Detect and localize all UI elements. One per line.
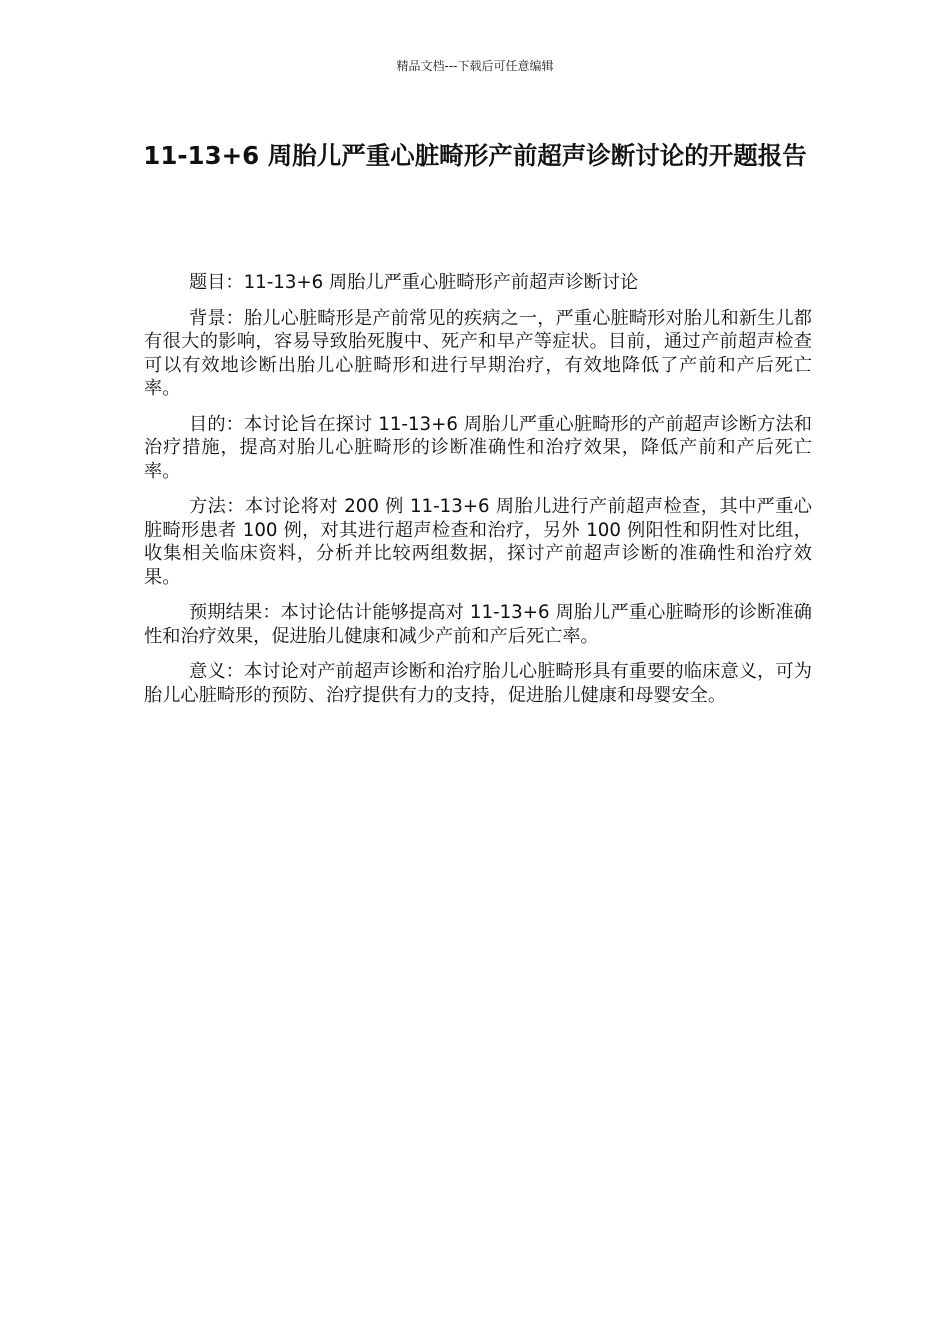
paragraph-expected-results: 预期结果：本讨论估计能够提高对 11-13+6 周胎儿严重心脏畸形的诊断准确性和治疗效果，促进胎儿健康和减少产前和产后死亡率。 <box>144 602 812 647</box>
paragraph-method: 方法：本讨论将对 200 例 11-13+6 周胎儿进行产前超声检查，其中严重心脏畸形患者 100 例，对其进行超声检查和治疗，另外 100 例阳性和阴性对比组，收集相关临床资料，分析并比较两组数据，探讨产前超声诊断的准确性和治疗效果。 <box>144 496 812 588</box>
header-note: 精品文档---下载后可任意编辑 <box>396 59 554 73</box>
paragraph-purpose: 目的：本讨论旨在探讨 11-13+6 周胎儿严重心脏畸形的产前超声诊断方法和治疗措施，提高对胎儿心脏畸形的诊断准确性和治疗效果，降低产前和产后死亡率。 <box>144 413 812 482</box>
document-title: 11-13+6 周胎儿严重心脏畸形产前超声诊断讨论的开题报告 <box>143 141 807 170</box>
paragraph-significance: 意义：本讨论对产前超声诊断和治疗胎儿心脏畸形具有重要的临床意义，可为胎儿心脏畸形的预防、治疗提供有力的支持，促进胎儿健康和母婴安全。 <box>144 661 812 706</box>
paragraph-topic: 题目：11-13+6 周胎儿严重心脏畸形产前超声诊断讨论 <box>189 272 639 293</box>
paragraph-background: 背景：胎儿心脏畸形是产前常见的疾病之一，严重心脏畸形对胎儿和新生儿都有很大的影响，容易导致胎死腹中、死产和早产等症状。目前，通过产前超声检查可以有效地诊断出胎儿心脏畸形和进行早期治疗，有效地降低了产前和产后死亡率。 <box>144 307 812 399</box>
document-body <box>144 271 812 719</box>
